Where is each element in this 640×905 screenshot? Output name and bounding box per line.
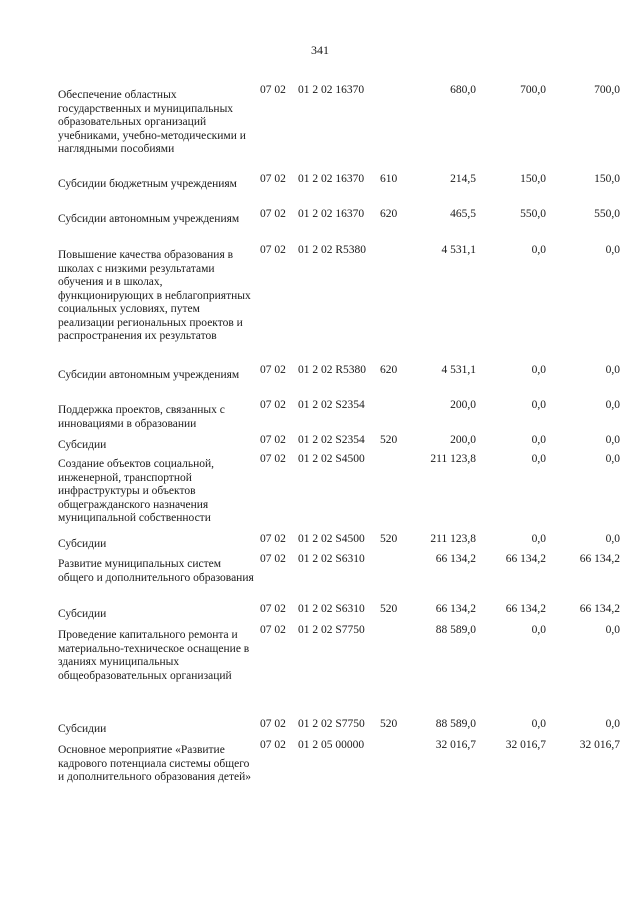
row-csr: 01 2 02 S7750 xyxy=(298,718,365,730)
table-row xyxy=(0,399,640,434)
row-value-3: 0,0 xyxy=(605,244,620,256)
row-section: 07 02 xyxy=(260,739,286,751)
row-value-2: 700,0 xyxy=(520,84,546,96)
row-value-2: 150,0 xyxy=(520,173,546,185)
row-value-1: 214,5 xyxy=(450,173,476,185)
row-csr: 01 2 02 S7750 xyxy=(298,624,365,636)
row-value-1: 88 589,0 xyxy=(435,718,476,730)
row-name: Обеспечение областных государственных и муниципальных образовательных организаций учебниками, учебно-методическими и наглядными пособиями xyxy=(58,89,246,155)
row-value-2: 0,0 xyxy=(531,434,546,446)
row-name: Повышение качества образования в школах с низкими результатами обучения и в школах, функционирующих в неблагоприятных социальных условиях, путем реализации региональных проектов и распространения их результатов xyxy=(58,249,251,342)
row-value-2: 0,0 xyxy=(531,453,546,465)
row-value-3: 550,0 xyxy=(594,208,620,220)
budget-table xyxy=(0,84,640,809)
row-value-1: 465,5 xyxy=(450,208,476,220)
table-row xyxy=(0,624,640,718)
row-value-3: 0,0 xyxy=(605,364,620,376)
row-csr: 01 2 02 R5380 xyxy=(298,364,367,376)
table-row xyxy=(0,244,640,364)
row-value-3: 0,0 xyxy=(605,399,620,411)
row-value-1: 4 531,1 xyxy=(441,244,476,256)
table-row xyxy=(0,533,640,553)
row-value-3: 0,0 xyxy=(605,624,620,636)
page-number: 341 xyxy=(311,43,329,57)
row-vr: 620 xyxy=(380,364,398,376)
row-csr: 01 2 02 S6310 xyxy=(298,553,365,565)
row-name: Субсидии автономным учреждениям xyxy=(58,369,240,381)
row-section: 07 02 xyxy=(260,244,286,256)
row-name: Поддержка проектов, связанных с инновациями в образовании xyxy=(58,404,225,430)
table-row xyxy=(0,84,640,173)
table-row xyxy=(0,553,640,603)
row-name: Развитие муниципальных систем общего и дополнительного образования xyxy=(58,558,254,584)
row-csr: 01 2 05 00000 xyxy=(298,739,365,751)
row-name: Субсидии xyxy=(58,439,107,451)
row-name: Проведение капитального ремонта и материально-техническое оснащение в зданиях муниципальных общеобразовательных организаций xyxy=(58,629,250,682)
row-value-1: 680,0 xyxy=(450,84,476,96)
row-section: 07 02 xyxy=(260,84,286,96)
row-csr: 01 2 02 16370 xyxy=(298,208,365,220)
row-vr: 610 xyxy=(380,173,398,185)
row-value-1: 200,0 xyxy=(450,434,476,446)
row-csr: 01 2 02 S4500 xyxy=(298,453,365,465)
row-vr: 520 xyxy=(380,603,398,615)
row-csr: 01 2 02 16370 xyxy=(298,84,365,96)
row-csr: 01 2 02 R5380 xyxy=(298,244,367,256)
row-vr: 520 xyxy=(380,718,398,730)
row-value-3: 66 134,2 xyxy=(579,553,620,565)
row-name: Создание объектов социальной, инженерной, транспортной инфраструктуры и объектов общегражданского назначения муниципальной собственности xyxy=(58,458,215,524)
row-value-3: 0,0 xyxy=(605,718,620,730)
row-value-1: 66 134,2 xyxy=(435,553,476,565)
table-row xyxy=(0,364,640,399)
row-value-2: 550,0 xyxy=(520,208,546,220)
row-value-3: 700,0 xyxy=(594,84,620,96)
row-section: 07 02 xyxy=(260,434,286,446)
row-vr: 520 xyxy=(380,533,398,545)
row-csr: 01 2 02 S4500 xyxy=(298,533,365,545)
row-value-2: 0,0 xyxy=(531,624,546,636)
row-name: Субсидии автономным учреждениям xyxy=(58,213,240,225)
row-value-3: 32 016,7 xyxy=(579,739,620,751)
row-value-2: 0,0 xyxy=(531,718,546,730)
row-vr: 520 xyxy=(380,434,398,446)
row-section: 07 02 xyxy=(260,603,286,615)
row-csr: 01 2 02 16370 xyxy=(298,173,365,185)
row-value-3: 0,0 xyxy=(605,453,620,465)
row-value-3: 66 134,2 xyxy=(579,603,620,615)
table-row xyxy=(0,434,640,453)
table-row xyxy=(0,173,640,208)
row-value-1: 200,0 xyxy=(450,399,476,411)
row-section: 07 02 xyxy=(260,364,286,376)
row-csr: 01 2 02 S2354 xyxy=(298,434,365,446)
row-section: 07 02 xyxy=(260,399,286,411)
row-value-3: 0,0 xyxy=(605,434,620,446)
table-row xyxy=(0,453,640,533)
row-section: 07 02 xyxy=(260,624,286,636)
table-row xyxy=(0,718,640,739)
row-vr: 620 xyxy=(380,208,398,220)
table-row xyxy=(0,603,640,624)
row-name: Основное мероприятие «Развитие кадрового потенциала системы общего и дополнительного образования детей» xyxy=(58,744,252,783)
row-value-3: 0,0 xyxy=(605,533,620,545)
row-value-1: 32 016,7 xyxy=(435,739,476,751)
table-row xyxy=(0,739,640,809)
row-value-2: 32 016,7 xyxy=(505,739,546,751)
row-value-2: 66 134,2 xyxy=(505,553,546,565)
row-value-2: 0,0 xyxy=(531,399,546,411)
row-value-1: 211 123,8 xyxy=(430,533,476,545)
row-name: Субсидии xyxy=(58,723,107,735)
row-value-1: 66 134,2 xyxy=(435,603,476,615)
table-row xyxy=(0,208,640,244)
row-name: Субсидии xyxy=(58,538,107,550)
row-section: 07 02 xyxy=(260,208,286,220)
row-value-1: 88 589,0 xyxy=(435,624,476,636)
row-value-1: 4 531,1 xyxy=(441,364,476,376)
row-value-2: 0,0 xyxy=(531,364,546,376)
row-value-1: 211 123,8 xyxy=(430,453,476,465)
row-value-2: 0,0 xyxy=(531,244,546,256)
row-csr: 01 2 02 S6310 xyxy=(298,603,365,615)
row-value-2: 66 134,2 xyxy=(505,603,546,615)
row-name: Субсидии xyxy=(58,608,107,620)
row-name: Субсидии бюджетным учреждениям xyxy=(58,178,237,190)
row-csr: 01 2 02 S2354 xyxy=(298,399,365,411)
row-value-2: 0,0 xyxy=(531,533,546,545)
row-section: 07 02 xyxy=(260,173,286,185)
row-section: 07 02 xyxy=(260,453,286,465)
row-section: 07 02 xyxy=(260,553,286,565)
row-section: 07 02 xyxy=(260,718,286,730)
row-section: 07 02 xyxy=(260,533,286,545)
row-value-3: 150,0 xyxy=(594,173,620,185)
